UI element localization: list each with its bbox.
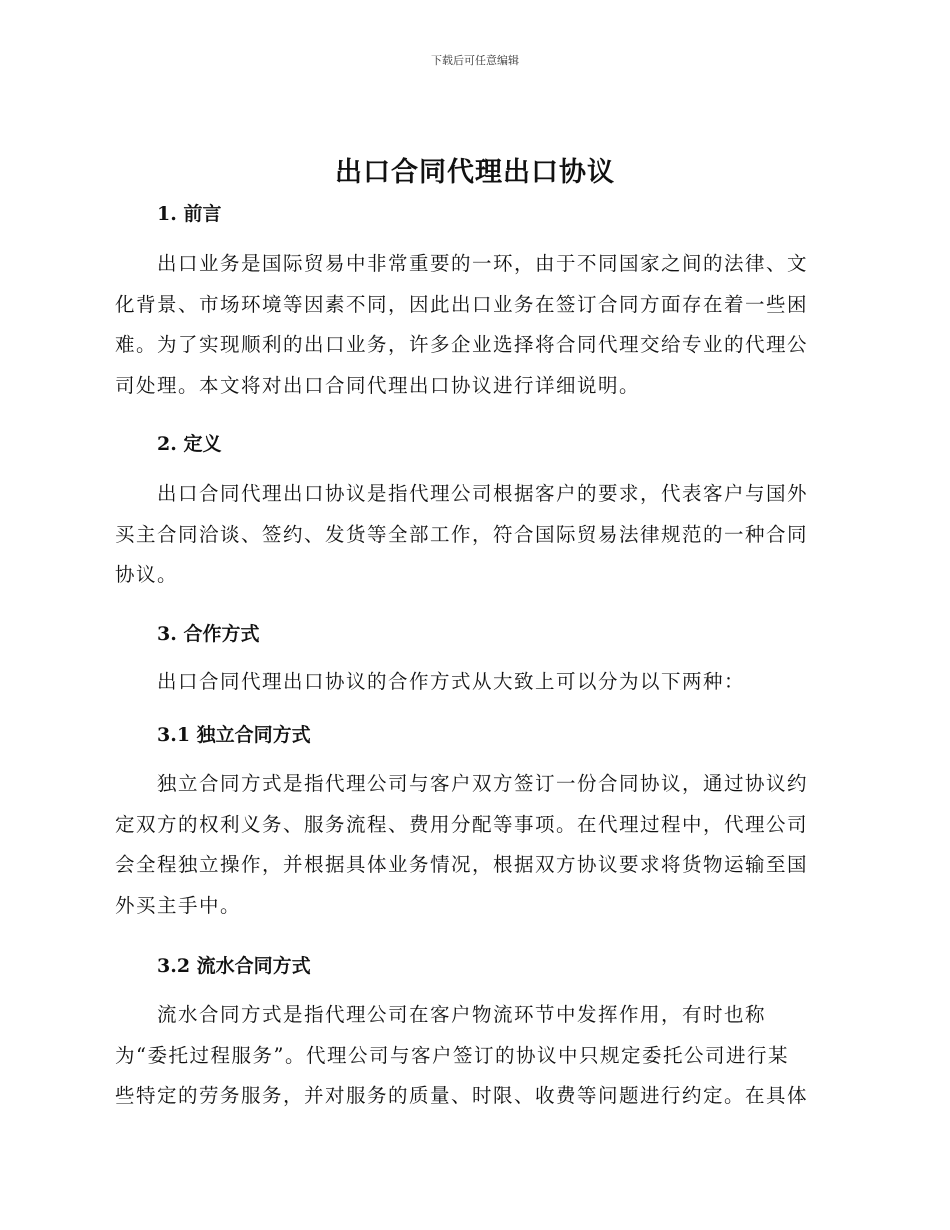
document-title: 出口合同代理出口协议 <box>335 157 615 188</box>
section-heading-process-contract: 3.2 流水合同方式 <box>157 955 311 977</box>
paragraph-line: 外买主手中。 <box>115 893 242 917</box>
section-heading-cooperation: 3. 合作方式 <box>157 623 260 645</box>
paragraph-line: 出口合同代理出口协议是指代理公司根据客户的要求，代表客户与国外 <box>157 482 809 505</box>
section-paragraph-process-contract <box>115 995 827 1117</box>
section-paragraph-independent-contract <box>115 764 827 926</box>
paragraph-line: 独立合同方式是指代理公司与客户双方签订一份合同协议，通过协议约 <box>157 772 809 795</box>
paragraph-line: 出口业务是国际贸易中非常重要的一环，由于不同国家之间的法律、文 <box>157 252 809 275</box>
section-heading-preface: 1. 前言 <box>157 203 222 225</box>
paragraph-line: 流水合同方式是指代理公司在客户物流环节中发挥作用，有时也称 <box>157 1003 767 1026</box>
paragraph-line: 些特定的劳务服务，并对服务的质量、时限、收费等问题进行约定。在具体 <box>115 1084 809 1107</box>
paragraph-line: 化背景、市场环境等因素不同，因此出口业务在签订合同方面存在着一些困 <box>115 292 809 316</box>
paragraph-line: 买主合同洽谈、签约、发货等全部工作，符合国际贸易法律规范的一种合同 <box>115 522 809 546</box>
section-paragraph-preface <box>115 244 827 406</box>
section-paragraph-definition <box>115 474 827 596</box>
paragraph-line: 司处理。本文将对出口合同代理出口协议进行详细说明。 <box>115 373 641 397</box>
paragraph-line: 会全程独立操作，并根据具体业务情况，根据双方协议要求将货物运输至国 <box>115 853 809 876</box>
section-paragraph-cooperation <box>115 662 827 703</box>
paragraph-line: 协议。 <box>115 563 179 586</box>
page-header-note: 下载后可任意编辑 <box>431 54 519 67</box>
section-heading-definition: 2. 定义 <box>157 433 222 455</box>
paragraph-line: 出口合同代理出口协议的合作方式从大致上可以分为以下两种： <box>157 670 746 693</box>
paragraph-line: 难。为了实现顺利的出口业务，许多企业选择将合同代理交给专业的代理公 <box>115 333 809 356</box>
paragraph-line: 定双方的权利义务、服务流程、费用分配等事项。在代理过程中，代理公司 <box>115 812 809 836</box>
section-heading-independent-contract: 3.1 独立合同方式 <box>157 724 311 746</box>
paragraph-line: 为“委托过程服务”。代理公司与客户签订的协议中只规定委托公司进行某 <box>115 1043 789 1067</box>
